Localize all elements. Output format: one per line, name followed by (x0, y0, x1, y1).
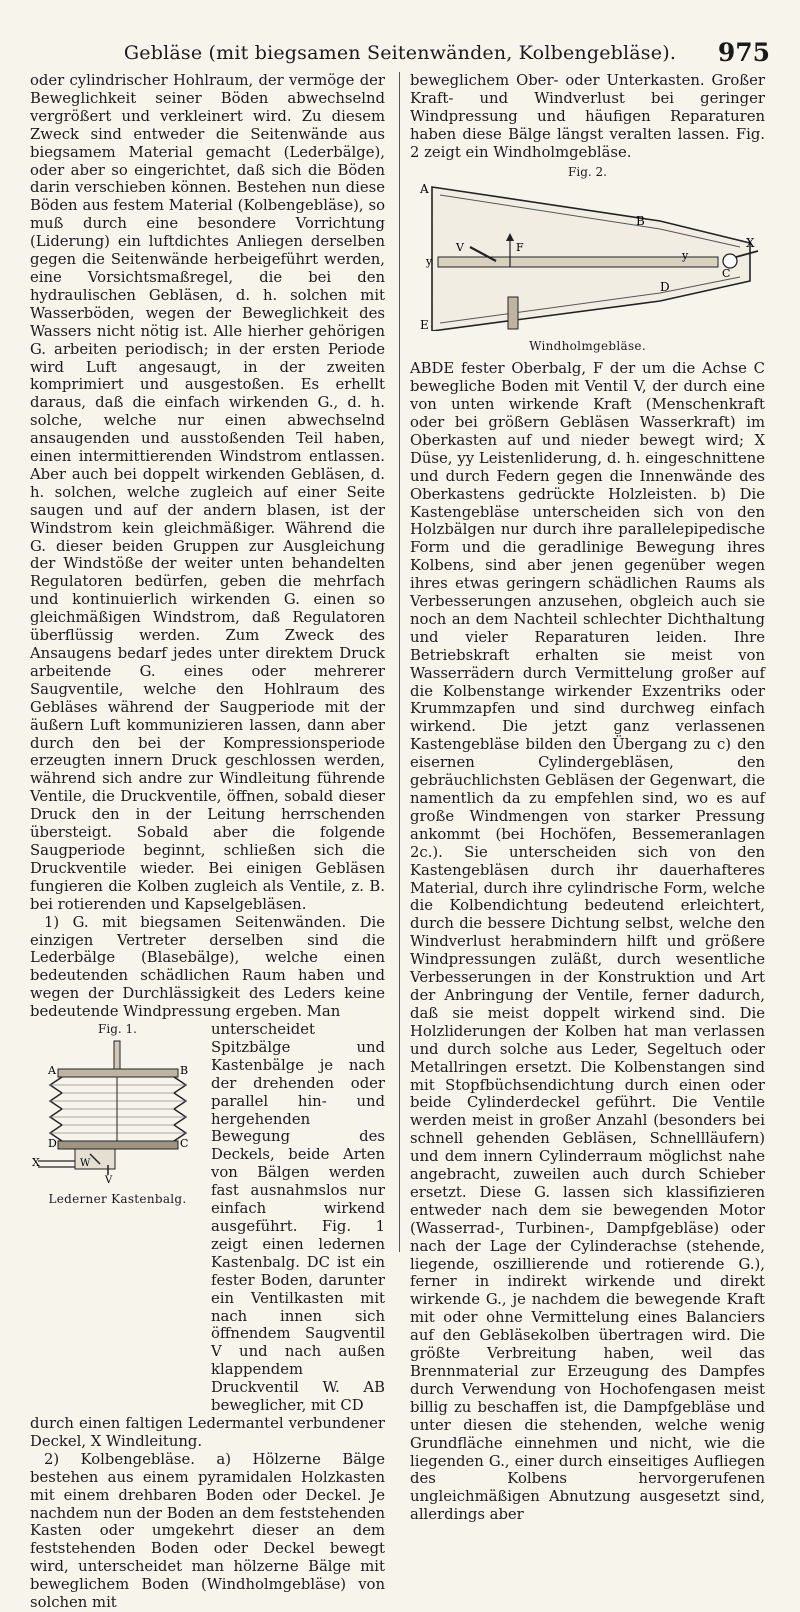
fig1-bellows-right (174, 1077, 186, 1141)
fig2-post (508, 297, 518, 329)
left-column (30, 72, 385, 1612)
fig1-rod (114, 1041, 120, 1069)
running-title: Gebläse (mit biegsamen Seitenwänden, Kolbengebläse). (123, 42, 677, 64)
fig1-bellows-left (50, 1077, 62, 1141)
right-paragraph-2: ABDE fester Oberbalg, F der um die Achse C bewegliche Boden mit Ventil V, der durch eine von unten wirkende Kraft (Menschenkraft oder bei größern Gebläsen Wasserkraft) im Oberkasten auf und nieder bewegt wird; X Düse, yy Leistenliderung, d. h. eingeschnittene und durch Federn gegen die Innenwände des Oberkastens gedrückte Holzleisten. b) Die Kastengebläse unterscheiden sich von den Holzbälgen nur durch ihre parallelepipedische Form und die geradlinige Bewegung ihres Kolbens, sind aber jenen gegenüber wegen ihres etwas geringern schädlichen Raums als Verbesserungen anzusehen, obgleich auch sie noch an dem Nachteil schlechter Dichthaltung und vieler Reparaturen leiden. Ihre Betriebskraft erhalten sie meist von Wasserrädern durch Vermittelung großer auf die Kolbenstange wirkender Exzentriks oder Krummzapfen und sind durchweg einfach wirkend. Die jetzt ganz verlassenen Kastengebläse bilden den Übergang zu c) den eisernen Cylindergebläsen, den gebräuchlichsten Gebläsen der Gegenwart, die namentlich da zu empfehlen sind, wo es auf große Windmengen von starker Pressung ankommt (bei Hochöfen, Bessemeranlagen 2c.). Sie unterscheiden sich von den Kastengebläsen durch ihr dauerhafteres Material, durch ihre cylindrische Form, welche die Kolbendichtung bedeutend erleichtert, durch die bessere Dichtung selbst, welche den Windverlust herabmindern hilft und größere Windpressungen zuläßt, durch wesentliche Verbesserungen in der Konstruktion und Art der Anbringung der Ventile, ferner dadurch, daß sie meist doppelt wirkend sind. Die Holzliderungen der Kolben hat man verlassen und durch solche aus Leder, Segeltuch oder Metallringen ersetzt. Die Kolbenstangen sind mit Stopfbüchsendichtung durch einen oder beide Cylinderdeckel geführt. Die Ventile werden meist in großer Anzahl (besonders bei schnell gehenden Gebläsen, Schnellläufern) und dem innern Cylinderraum möglichst nahe angebracht, zuweilen auch durch Schieber ersetzt. Diese G. lassen sich klassifizieren entweder nach dem sie bewegenden Motor (Wasserrad-, Turbinen-, Dampfgebläse) oder nach der Lage der Cylinderachse (stehende, liegende, oszillierende und rotierende G.), ferner in indirekt wirkende und direkt wirkende G., je nachdem die bewegende Kraft mit oder ohne Vermittelung eines Balanciers auf den Gebläsekolben übertragen wird. Die größte Verbreitung haben, weil das Brennmaterial zur Erzeugung des Dampfes durch Verwendung von Hochofengasen meist billig zu beschaffen ist, die Dampfgebläse und unter diesen die stehenden, welche wenig Grundfläche einnehmen und nicht, wie die liegenden G., einer durch einseitiges Aufliegen des Kolbens hervorgerufenen ungleichmäßigen Abnutzung ausgesetzt sind, allerdings aber (410, 360, 765, 1524)
fig1-label-x: X (32, 1155, 40, 1169)
fig2-board (438, 257, 718, 267)
fig1-label-w: W (80, 1157, 91, 1169)
fig2-label-y1: y (426, 255, 433, 269)
figure-1-caption: Lederner Kastenbalg. (48, 1191, 187, 1206)
fig1-pleat-lines (50, 1085, 186, 1133)
left-paragraph-1: oder cylindrischer Hohlraum, der vermöge der Beweglichkeit seiner Böden abwechselnd vergrößert und verkleinert wird. Zu diesem Zweck sind entweder die Seitenwände aus biegsamem Material gemacht (Lederbälge), oder aber so eingerichtet, daß sich die Böden darin verschieben können. Bestehen nun diese Böden aus festem Material (Kolbengebläse), so muß durch eine besondere Vorrichtung (Liderung) ein luftdichtes Anliegen derselben gegen die Seitenwände herbeigeführt werden, eine Vorsichtsmaßregel, die bei den hydraulischen Gebläsen, d. h. solchen mit Wasserböden, wegen der Beweglichkeit des Wassers nicht nötig ist. Alle hierher gehörigen G. arbeiten periodisch; in der ersten Periode wird Luft angesaugt, in der zweiten komprimiert und ausgestoßen. Es erhellt daraus, daß die einfach wirkenden G., d. h. solche, welche nur einen abwechselnd ansaugenden und ausstoßenden Teil haben, einen intermittierenden Windstrom entlassen. Aber auch bei doppelt wirkenden Gebläsen, d. h. solchen, welche zugleich auf einer Seite saugen und auf der andern blasen, ist der Windstrom kein gleichmäßiger. Während die G. dieser beiden Gruppen zur Ausgleichung der Windstöße der weiter unten behandelten Regulatoren bedürfen, geben die mehrfach und kontinuierlich wirkenden G. einen so gleichmäßigen Windstrom, daß Regulatoren überflüssig werden. Zum Zweck des Ansaugens bedarf jedes unter direktem Druck arbeitende G. eines oder mehrerer Saugventile, welche den Hohlraum des Gebläses während der Saugperiode mit der äußern Luft kommunizieren lassen, dann aber durch den bei der Kompressionsperiode erzeugten innern Druck geschlossen werden, während sich andre zur Windleitung führende Ventile, die Druckventile, öffnen, sobald dieser Druck den in der Leitung herrschenden übersteigt. Sobald aber die folgende Saugperiode beginnt, schließen sich die Druckventile wieder. Bei einigen Gebläsen fungieren die Kolben zugleich als Ventile, z. B. bei rotierenden und Kapselgebläsen. (30, 72, 385, 913)
left-paragraph-3-beside-figure: unterscheidet Spitzbälge und Kastenbälge je nach der drehenden oder parallel hin- und hergehenden Bewegung des Deckels, beide Arten von Bälgen werden fast ausnahmslos nur einfach wirkend ausgeführt. Fig. 1 zeigt einen ledernen Kastenbalg. DC ist ein fester Boden, darunter ein Ventilkasten mit nach innen sich öffnendem Saugventil V und nach außen klappendem Druckventil W. AB beweglicher, mit CD (211, 1021, 385, 1415)
column-divider (399, 72, 400, 1252)
fig2-label-v: V (456, 241, 464, 255)
fig2-label-e: E (420, 318, 429, 332)
fig2-label-a: A (420, 182, 429, 197)
page-number: 975 (717, 38, 770, 67)
fig2-label-d: D (660, 280, 670, 295)
left-paragraph-3-continued: durch einen faltigen Ledermantel verbundener Deckel, X Windleitung. (30, 1414, 385, 1450)
fig1-label-d: D (48, 1136, 57, 1150)
fig1-label-v: V (105, 1174, 113, 1184)
fig1-lid (58, 1069, 178, 1077)
fig1-label-c: C (180, 1136, 189, 1150)
figure-1-wrap (30, 1021, 385, 1415)
figure-1-drawing (30, 1039, 205, 1184)
fig2-label-x: X (746, 236, 755, 251)
fig2-axle (723, 254, 737, 268)
right-paragraph-1: beweglichem Ober- oder Unterkasten. Großer Kraft- und Windverlust bei geringer Windpressung und häufigen Reparaturen haben diese Bälge längst veralten lassen. Fig. 2 zeigt ein Windholmgebläse. (410, 72, 765, 161)
left-paragraph-2: 1) G. mit biegsamen Seitenwänden. Die einzigen Vertreter derselben sind die Lederbälge (Blasebälge), welche einen bedeutenden schädlichen Raum haben und wegen der Durchlässigkeit des Leders keine bedeutende Windpressung ergeben. Man (30, 913, 385, 1021)
left-paragraph-4: 2) Kolbengebläse. a) Hölzerne Bälge bestehen aus einem pyramidalen Holzkasten mit einem drehbaren Boden oder Deckel. Je nachdem nun der Boden an dem feststehenden Kasten oder umgekehrt dieser an dem feststehenden Boden oder Deckel bewegt wird, unterscheidet man hölzerne Bälge mit beweglichem Boden (Windholmgebläse) von solchen mit (30, 1450, 385, 1612)
figure-2-caption: Windholmgebläse. (529, 339, 646, 354)
fig2-label-f: F (516, 241, 524, 255)
fig1-label-b: B (180, 1063, 189, 1077)
figure-1-title: Fig. 1. (98, 1022, 137, 1037)
fig2-label-b: B (636, 214, 645, 229)
right-column (410, 72, 765, 1524)
figure-2-drawing (410, 181, 765, 331)
page-header (30, 38, 770, 68)
fig2-label-c: C (722, 267, 731, 281)
fig1-label-a: A (48, 1063, 56, 1077)
figure-1 (30, 1021, 205, 1415)
fig2-label-y2: y (682, 249, 689, 263)
figure-2-title: Fig. 2. (568, 164, 607, 179)
fig1-bottom (58, 1141, 178, 1149)
figure-2 (410, 164, 765, 357)
